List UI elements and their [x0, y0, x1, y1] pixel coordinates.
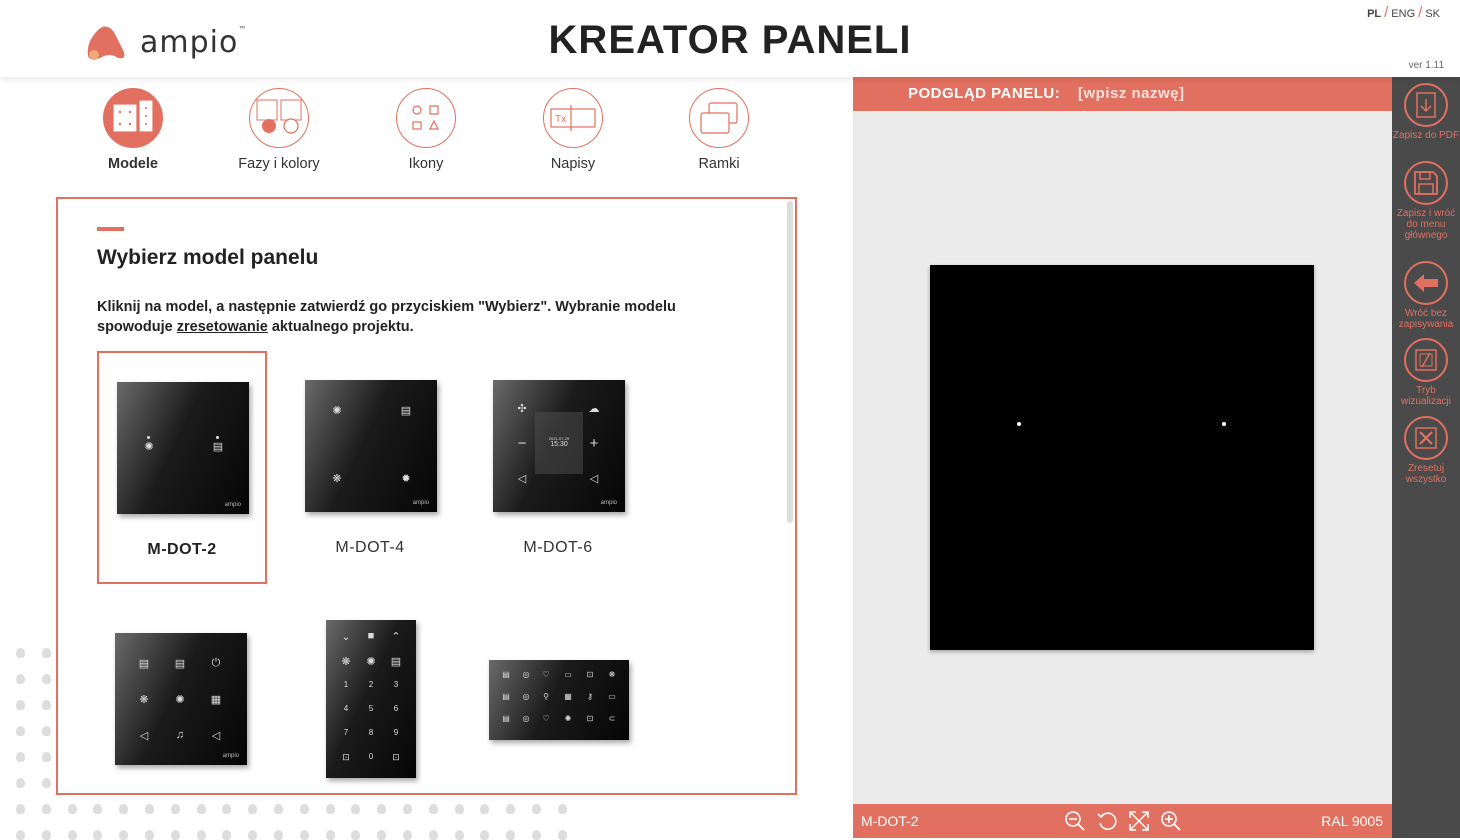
tab-fazy-i-kolory[interactable] — [206, 88, 352, 172]
decorative-dot — [93, 830, 102, 840]
sun-icon: ✹ — [401, 473, 411, 485]
tab-napisy[interactable] — [500, 88, 646, 172]
decorative-dot — [300, 804, 309, 814]
decorative-dot — [16, 674, 25, 684]
decorative-dot — [326, 804, 335, 814]
decorative-dot — [506, 830, 515, 840]
decorative-dot — [351, 830, 360, 840]
model-card-m-dot-2[interactable] — [97, 351, 267, 584]
decorative-dot — [480, 830, 489, 840]
speaker-icon: ◁ — [517, 473, 527, 485]
decorative-dot — [326, 830, 335, 840]
version-label: ver 1.11 — [1408, 60, 1444, 71]
decorative-dot — [42, 674, 51, 684]
action-sidebar — [1392, 77, 1460, 838]
decorative-dot — [377, 804, 386, 814]
fit-screen-icon[interactable] — [1127, 809, 1151, 833]
decorative-dot — [16, 700, 25, 710]
model-name: M-DOT-4 — [335, 539, 405, 556]
decorative-dot — [429, 804, 438, 814]
fan-icon: ❋ — [332, 473, 342, 485]
reset-link-text: zresetowanie — [176, 319, 268, 335]
decorative-dot — [42, 726, 51, 736]
reset-icon — [1404, 416, 1448, 460]
section-title: Wybierz model panelu — [97, 246, 319, 269]
decorative-dot — [42, 804, 51, 814]
model-name: M-DOT-6 — [523, 539, 593, 556]
preview-label: PODGLĄD PANELU: — [908, 85, 1061, 102]
frames-icon — [689, 88, 749, 148]
decorative-dot — [248, 830, 257, 840]
tab-modele[interactable] — [60, 88, 206, 172]
decorative-dot — [480, 804, 489, 814]
phases-colors-icon — [249, 88, 309, 148]
decorative-dot — [197, 804, 206, 814]
decorative-dot — [16, 830, 25, 840]
zoom-out-icon[interactable] — [1063, 809, 1087, 833]
decorative-dot — [351, 804, 360, 814]
preview-button-dot — [1017, 422, 1021, 426]
decorative-dot — [377, 830, 386, 840]
decorative-dot-pattern — [12, 642, 572, 838]
weather-icon: ☁ — [588, 403, 600, 415]
decorative-dot — [68, 804, 77, 814]
panel-vertical-image: ⌄ ■ ⌃ ❋ ✺ ▤ 1 2 3 4 5 6 7 8 9 ⊡ 0 ⊡ — [326, 620, 416, 778]
decorative-dot — [171, 804, 180, 814]
blind-icon: ▤ — [400, 405, 412, 417]
creator-tabs — [60, 88, 800, 178]
visualization-icon — [1404, 338, 1448, 382]
decorative-dot — [403, 830, 412, 840]
panel-models-icon — [103, 88, 163, 148]
plus-icon: + — [589, 435, 599, 452]
save-pdf-button[interactable]: Zapisz do PDF — [1392, 83, 1460, 141]
decorative-dot — [42, 700, 51, 710]
decorative-dot — [42, 778, 51, 788]
decorative-dot — [16, 752, 25, 762]
decorative-dot — [403, 804, 412, 814]
preview-header — [853, 77, 1392, 111]
pdf-icon — [1404, 83, 1448, 127]
decorative-dot — [16, 726, 25, 736]
tab-label: Fazy i kolory — [238, 156, 320, 172]
decorative-dot — [248, 804, 257, 814]
decorative-dot — [145, 830, 154, 840]
decorative-dot — [532, 830, 541, 840]
light-bulb-icon: ✺ — [144, 441, 154, 453]
section-accent-bar — [97, 227, 124, 231]
icons-icon — [396, 88, 456, 148]
text-icon — [543, 88, 603, 148]
lang-eng[interactable]: ENG — [1391, 8, 1416, 20]
model-card-m-dot-6[interactable] — [473, 351, 643, 584]
logo-text: ampio™ — [140, 24, 248, 60]
decorative-dot — [93, 804, 102, 814]
speaker-loud-icon: ◁ — [589, 473, 599, 485]
decorative-dot — [68, 830, 77, 840]
panel-horizontal-image: ▤ ◎ ♡ ▭ ⊡ ❋ ▤ ◎ ⚲ ▦ ⚷ ▭ ▤ ◎ ♡ ✺ ⊡ ⊂ — [489, 660, 629, 740]
minus-icon: − — [517, 435, 527, 452]
light-bulb-icon: ✺ — [332, 405, 342, 417]
tab-label: Ikony — [408, 156, 444, 172]
preview-button-dot — [1222, 422, 1226, 426]
m-dot-4-image: ✺ ▤ ❋ ✹ ampio — [305, 380, 437, 512]
decorative-dot — [455, 830, 464, 840]
save-and-return-button[interactable]: Zapisz i wróć do menu głównego — [1392, 161, 1460, 241]
decorative-dot — [300, 830, 309, 840]
footer-color-code: RAL 9005 — [1321, 813, 1383, 829]
fan-icon: ✣ — [517, 403, 527, 415]
panel-9-button-image: ▤ ▤ ⏻ ❋ ✺ ▦ ◁ ♫ ◁ ampio — [115, 633, 247, 765]
decorative-dot — [16, 804, 25, 814]
preview-panel-render — [930, 265, 1314, 650]
tab-ikony[interactable] — [353, 88, 499, 172]
visualization-mode-button[interactable]: Tryb wizualizacji — [1392, 338, 1460, 407]
tab-label: Ramki — [698, 156, 740, 172]
decorative-dot — [429, 830, 438, 840]
decorative-dot — [274, 830, 283, 840]
decorative-dot — [558, 830, 567, 840]
header — [0, 0, 1460, 77]
decorative-dot — [145, 804, 154, 814]
decorative-dot — [197, 830, 206, 840]
lang-sk[interactable]: SK — [1425, 8, 1440, 20]
decorative-dot — [532, 804, 541, 814]
decorative-dot — [222, 804, 231, 814]
scrollbar[interactable] — [787, 201, 793, 523]
zoom-tools — [1063, 809, 1183, 833]
reset-all-button[interactable]: Zresetuj wszystko — [1392, 416, 1460, 485]
decorative-dot — [42, 830, 51, 840]
app-title: KREATOR PANELI — [548, 18, 912, 62]
decorative-dot — [506, 804, 515, 814]
tab-label: Modele — [108, 156, 158, 172]
clock-display: 2021-07-29 15:30 — [535, 412, 583, 474]
tab-ramki[interactable] — [646, 88, 792, 172]
model-name: M-DOT-2 — [147, 541, 217, 558]
return-without-saving-button[interactable]: Wróć bez zapisywania — [1392, 261, 1460, 330]
decorative-dot — [119, 804, 128, 814]
save-icon — [1404, 161, 1448, 205]
decorative-dot — [42, 648, 51, 658]
panel-name-input[interactable]: [wpisz nazwę] — [1078, 85, 1185, 102]
blind-icon: ▤ — [212, 441, 224, 453]
footer-model-name: M-DOT-2 — [861, 813, 919, 829]
decorative-dot — [274, 804, 283, 814]
rotate-icon[interactable] — [1095, 809, 1119, 833]
lang-pl[interactable]: PL — [1367, 8, 1382, 20]
m-dot-2-image: ✺ ▤ ampio — [117, 382, 249, 514]
decorative-dot — [16, 778, 25, 788]
back-arrow-icon — [1404, 261, 1448, 305]
decorative-dot — [119, 830, 128, 840]
decorative-dot — [558, 804, 567, 814]
svg-text:Tx: Tx — [555, 114, 567, 125]
decorative-dot — [42, 752, 51, 762]
decorative-dot — [222, 830, 231, 840]
decorative-dot — [171, 830, 180, 840]
model-card-m-dot-4[interactable] — [285, 351, 455, 584]
decorative-dot — [455, 804, 464, 814]
decorative-dot — [16, 648, 25, 658]
preview-footer — [853, 804, 1392, 838]
tab-label: Napisy — [550, 156, 596, 172]
panel-preview — [853, 77, 1392, 838]
section-description: Kliknij na model, a następnie zatwierdź go przyciskiem "Wybierz". Wybranie modelu spowoduje zresetowanie aktualnego projektu. — [97, 299, 676, 335]
zoom-in-icon[interactable] — [1159, 809, 1183, 833]
language-switcher: PL / ENG / SK — [1367, 4, 1440, 21]
m-dot-6-image: ✣ ☁ − + ◁ ◁ 2021-07-29 15:30 ampio — [493, 380, 625, 512]
